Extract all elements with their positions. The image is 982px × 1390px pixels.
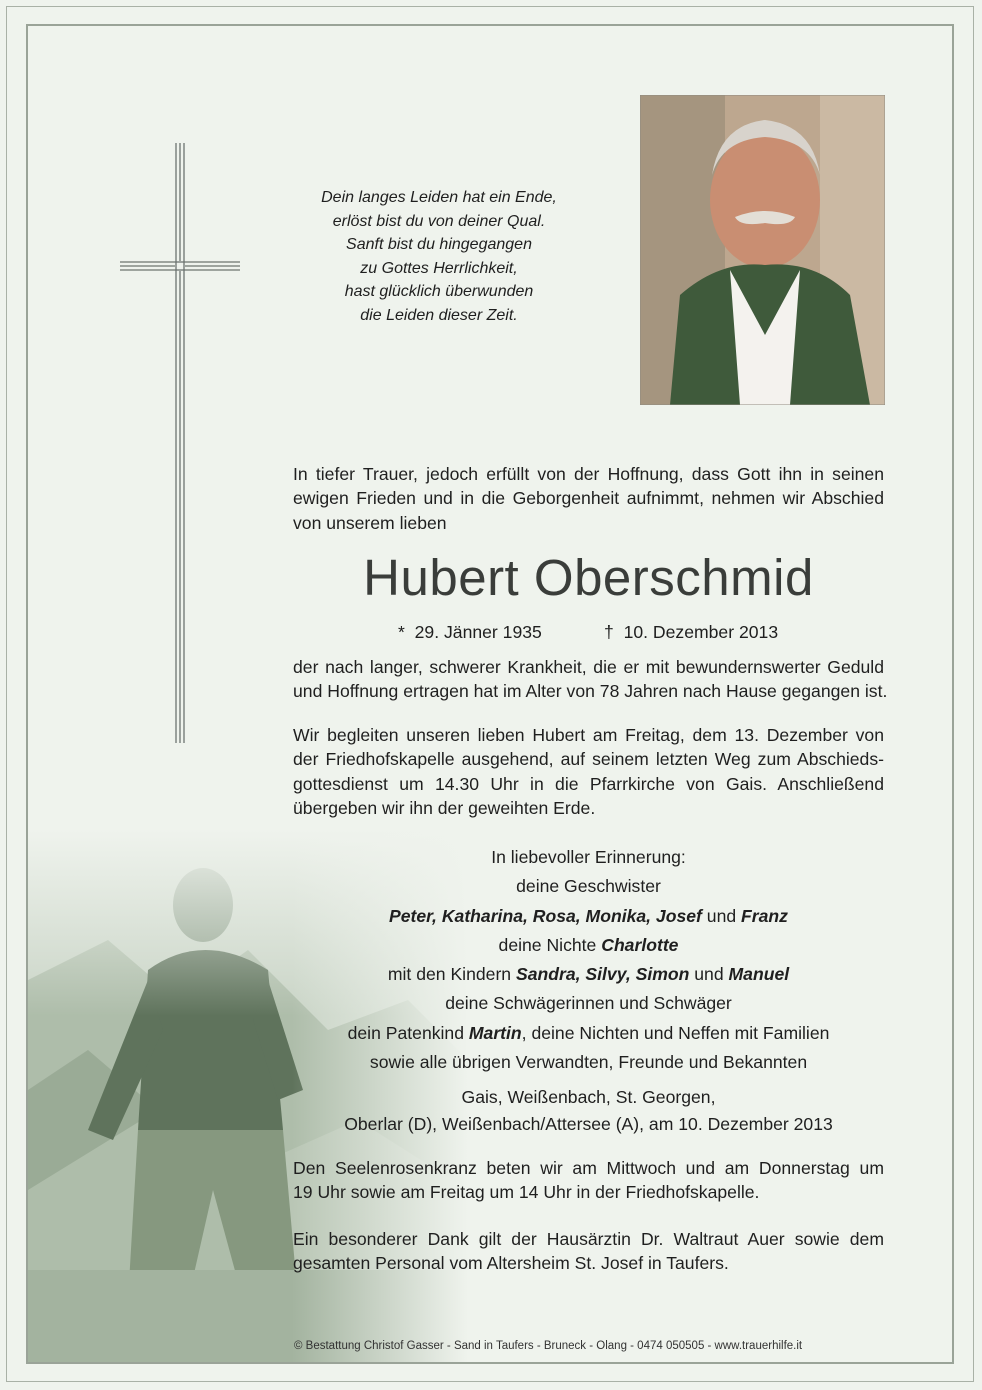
- funeral-paragraph: [293, 723, 884, 820]
- godchild-label: dein Patenkind: [347, 1022, 464, 1043]
- poem-line: zu Gottes Herrlichkeit,: [360, 259, 518, 277]
- thanks-line: gesamten Personal vom Altersheim St. Josef in Taufers.: [293, 1253, 729, 1274]
- poem-line: Sanft bist du hingegangen: [346, 236, 532, 253]
- in-laws-line: deine Schwägerinnen und Schwäger: [445, 993, 732, 1014]
- poem-line: Dein langes Leiden hat ein Ende,: [321, 189, 557, 206]
- mourners-heading: In liebevoller Erinnerung:: [491, 847, 686, 867]
- godchild-line: [293, 1019, 884, 1048]
- godchild-name: Martin: [468, 1022, 522, 1043]
- siblings-line: [293, 902, 884, 931]
- funeral-home-footer: © Bestattung Christof Gasser - Sand in Taufers - Bruneck - Olang - 0474 050505 - www.trauerhilfe.it: [294, 1340, 803, 1352]
- place-line: Oberlar (D), Weißenbach/Attersee (A), am 10. Dezember 2013: [344, 1114, 833, 1134]
- siblings-names: Peter, Katharina, Rosa, Monika, Josef: [389, 905, 702, 926]
- siblings-last: Franz: [741, 905, 788, 926]
- intro-line: von unserem lieben: [293, 512, 447, 533]
- cross-icon: [120, 143, 240, 743]
- intro-line: In tiefer Trauer, jedoch erfüllt von der Hoffnung, dass Gott ihn in seinen: [293, 464, 884, 484]
- funeral-line: Wir begleiten unseren lieben Hubert am Freitag, dem 13. Dezember von: [293, 725, 884, 745]
- rosary-line: Den Seelenrosenkranz beten wir am Mittwoch und am Donnerstag um: [293, 1158, 884, 1178]
- niece-line: [293, 931, 884, 960]
- death-symbol: †: [604, 622, 614, 642]
- niece-name: Charlotte: [601, 934, 679, 955]
- and-word: und: [706, 905, 737, 926]
- intro-paragraph: [293, 462, 884, 535]
- intro-line: ewigen Frieden und in die Geborgenheit aufnimmt, nehmen wir Abschied: [293, 488, 884, 509]
- funeral-line: der Friedhofskapelle ausgehend, auf seinem letzten Weg zum Abschieds-: [293, 749, 884, 770]
- death-date-value: 10. Dezember 2013: [623, 622, 779, 642]
- rosary-paragraph: [293, 1156, 884, 1205]
- illness-paragraph: [293, 655, 888, 704]
- mourners-list: [293, 843, 884, 1077]
- children-label: mit den Kindern: [387, 964, 512, 985]
- siblings-label: deine Geschwister: [516, 876, 661, 897]
- portrait-photo: [640, 95, 885, 405]
- funeral-line: übergeben wir ihn der geweihten Erde.: [293, 797, 596, 818]
- birth-date: [398, 620, 542, 644]
- children-names: Sandra, Silvy, Simon: [515, 964, 690, 985]
- death-date: [604, 620, 778, 644]
- deceased-name: Hubert Oberschmid: [363, 549, 814, 606]
- and-word: und: [694, 964, 724, 985]
- children-last: Manuel: [728, 964, 790, 985]
- poem-line: erlöst bist du von deiner Qual.: [332, 212, 546, 230]
- niece-label: deine Nichte: [498, 934, 597, 955]
- illness-line: der nach langer, schwerer Krankheit, die er mit bewundernswerter Geduld: [293, 657, 884, 677]
- rosary-line: 19 Uhr sowie am Freitag um 14 Uhr in der Friedhofskapelle.: [293, 1182, 760, 1203]
- others-line: sowie alle übrigen Verwandten, Freunde und Bekannten: [369, 1052, 808, 1073]
- godchild-rest: , deine Nichten und Neffen mit Familien: [521, 1022, 830, 1043]
- thanks-line: Ein besonderer Dank gilt der Hausärztin Dr. Waltraut Auer sowie dem: [293, 1229, 884, 1249]
- birth-symbol: *: [398, 622, 405, 642]
- place-and-date: [293, 1084, 884, 1138]
- memorial-poem: [300, 186, 578, 327]
- funeral-line: gottesdienst um 14.30 Uhr in die Pfarrkirche von Gais. Anschließend: [293, 773, 884, 794]
- children-line: [293, 960, 884, 989]
- thanks-paragraph: [293, 1227, 884, 1276]
- poem-line: hast glücklich überwunden: [344, 283, 534, 300]
- illness-line: und Hoffnung ertragen hat im Alter von 78 Jahren nach Hause gegangen ist.: [293, 681, 888, 702]
- place-line: Gais, Weißenbach, St. Georgen,: [461, 1087, 716, 1107]
- poem-line: die Leiden dieser Zeit.: [360, 306, 518, 324]
- birth-date-value: 29. Jänner 1935: [414, 622, 542, 642]
